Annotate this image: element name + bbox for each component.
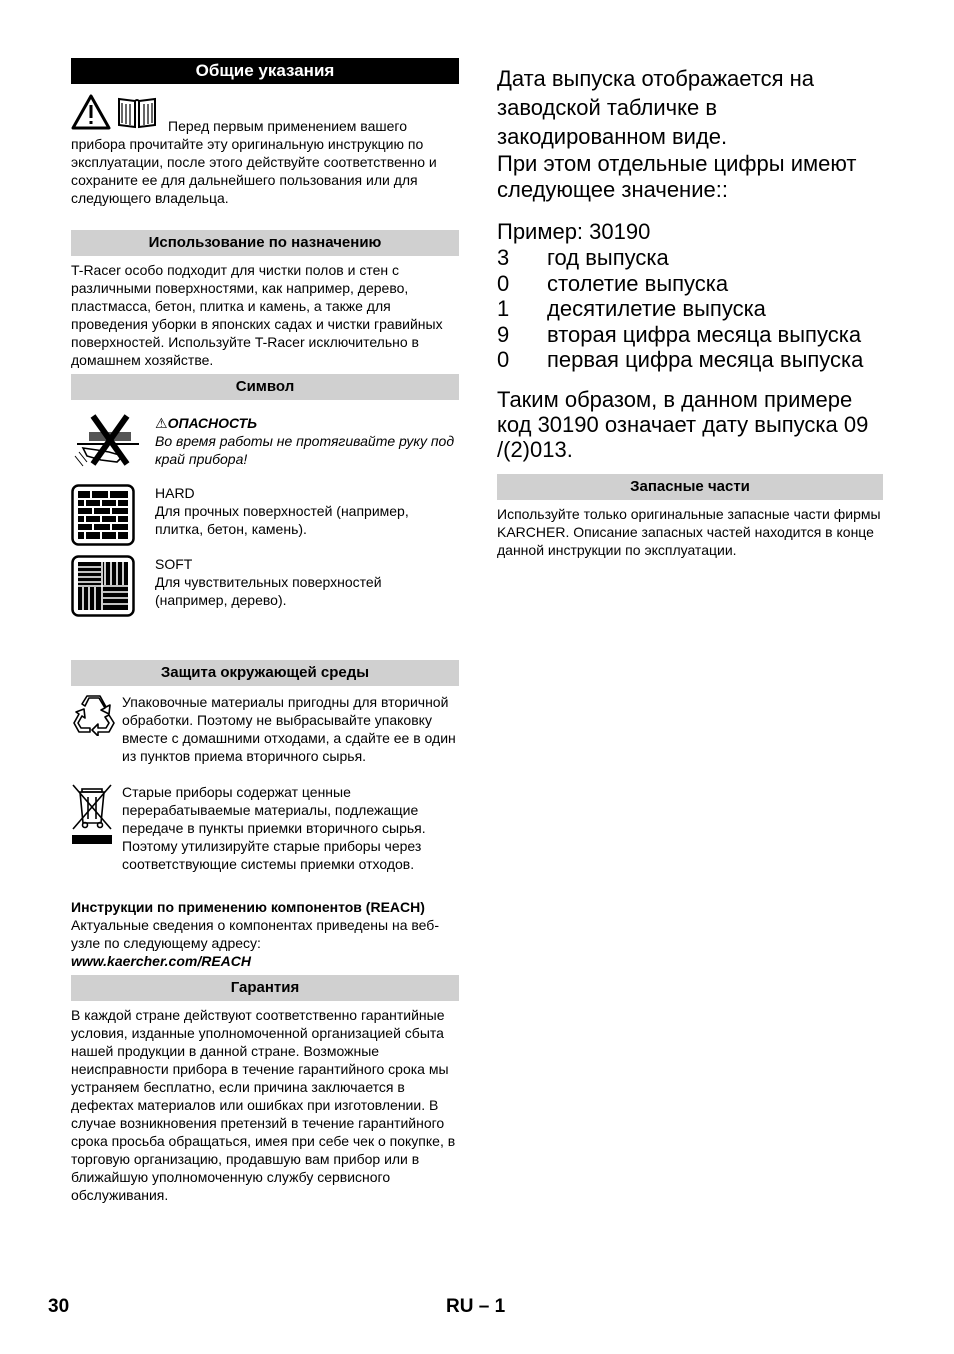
symbol-section bbox=[71, 400, 459, 648]
digit-row: 3 год выпуска bbox=[497, 245, 669, 270]
section-label: RU – 1 bbox=[446, 1296, 506, 1317]
conclusion: Таким образом, в данном примере код 30190 означает дату выпуска 09 /(2)013. bbox=[497, 386, 869, 462]
hard-label: HARD bbox=[155, 485, 195, 501]
symbol-heading: Символ bbox=[71, 374, 459, 400]
parts-heading: Запасные части bbox=[497, 474, 883, 500]
reach-section bbox=[71, 898, 459, 970]
digit-row: 9 вторая цифра месяца выпуска bbox=[497, 321, 862, 347]
general-section bbox=[71, 84, 459, 206]
danger-block bbox=[155, 414, 455, 468]
soft-surface-icon bbox=[71, 555, 135, 617]
crossed-bin-icon bbox=[71, 783, 113, 845]
digit-row: 0 столетие выпуска bbox=[497, 270, 729, 296]
date-intro: Дата выпуска отображается на заводской табличке в закодированном виде. bbox=[497, 66, 815, 149]
page-number: 30 bbox=[48, 1296, 70, 1317]
soft-label: SOFT bbox=[155, 556, 193, 572]
small-warning-icon: ⚠ bbox=[155, 415, 168, 431]
digits-intro: При этом отдельные цифры имеют следующее значение:: bbox=[497, 151, 857, 202]
hard-text: Для прочных поверхностей (например, плитка, бетон, камень). bbox=[155, 503, 409, 537]
environment-heading: Защита окружающей среды bbox=[71, 660, 459, 686]
reach-url[interactable]: www.kaercher.com/REACH bbox=[71, 953, 251, 969]
danger-label: ⚠ОПАСНОСТЬ bbox=[155, 415, 258, 431]
usage-text: T-Racer особо подходит для чистки полов и стен с различными поверхностями, как например, дерево, пластмасса, бетон, плитка и камень, а также для проведения уборки в японских садах и чистки гравийных поверхностей. Используйте T-Racer исключительно в домашнем хозяйстве. bbox=[71, 262, 443, 368]
environment-section bbox=[71, 686, 459, 882]
soft-text: Для чувствительных поверхностей (например, дерево). bbox=[155, 574, 382, 608]
hard-surface-icon bbox=[71, 484, 135, 546]
soft-block bbox=[155, 555, 455, 609]
general-heading: Общие указания bbox=[71, 58, 459, 84]
digit-row: 1 десятилетие выпуска bbox=[497, 296, 766, 321]
recycle-text: Упаковочные материалы пригодны для вторичной обработки. Поэтому не выбрасывайте упаковку вместе с домашними отходами, а сдайте ее в один из пунктов приема вторичного сырья. bbox=[122, 694, 456, 764]
usage-heading: Использование по назначению bbox=[71, 230, 459, 256]
left-column bbox=[71, 58, 459, 1204]
general-text: Перед первым применением вашего прибора прочитайте эту оригинальную инструкцию по эксплуатации, после этого действуйте соответственно и сохраните ее для дальнейшего пользования или для следующего владельца. bbox=[71, 118, 437, 206]
digit-list bbox=[497, 245, 883, 373]
hard-block bbox=[155, 484, 455, 538]
digit-row: 0 первая цифра месяца выпуска bbox=[497, 347, 864, 372]
example: Пример: 30190 bbox=[497, 219, 651, 244]
parts-text: Используйте только оригинальные запасные части фирмы KARCHER. Описание запасных частей находится в конце данной инструкции по эксплуатации. bbox=[497, 505, 881, 558]
danger-text: Во время работы не протягивайте руку под край прибора! bbox=[155, 433, 455, 467]
recycle-icon bbox=[71, 694, 117, 736]
right-column bbox=[497, 58, 883, 559]
reach-text: Актуальные сведения о компонентах приведены на веб-узле по следующему адресу: bbox=[71, 917, 439, 951]
disposal-text: Старые приборы содержат ценные перерабатываемые материалы, подлежащие передаче в пункты приемки вторичного сырья. Поэтому утилизируйте старые приборы через соответствующие системы приемки отходов. bbox=[122, 784, 426, 872]
warranty-heading: Гарантия bbox=[71, 975, 459, 1001]
warranty-text: В каждой стране действуют соответственно гарантийные условия, изданные уполномоченной организацией сбыта нашей продукции в данной стране. Возможные неисправности прибора в течение гарантийного срока мы устраняем бесплатно, если причина заключается в дефектах материалов или ошибках при изготовлении. В случае возникновения претензий в течение гарантийного срока просьба обращаться, имея при себе чек о покупке, в торговую организацию, продавшую вам прибор или в ближайшую уполномоченную службу сервисного обслуживания. bbox=[71, 1007, 456, 1203]
hand-danger-icon bbox=[73, 412, 143, 470]
reach-title: Инструкции по применению компонентов (REACH) bbox=[71, 899, 425, 915]
